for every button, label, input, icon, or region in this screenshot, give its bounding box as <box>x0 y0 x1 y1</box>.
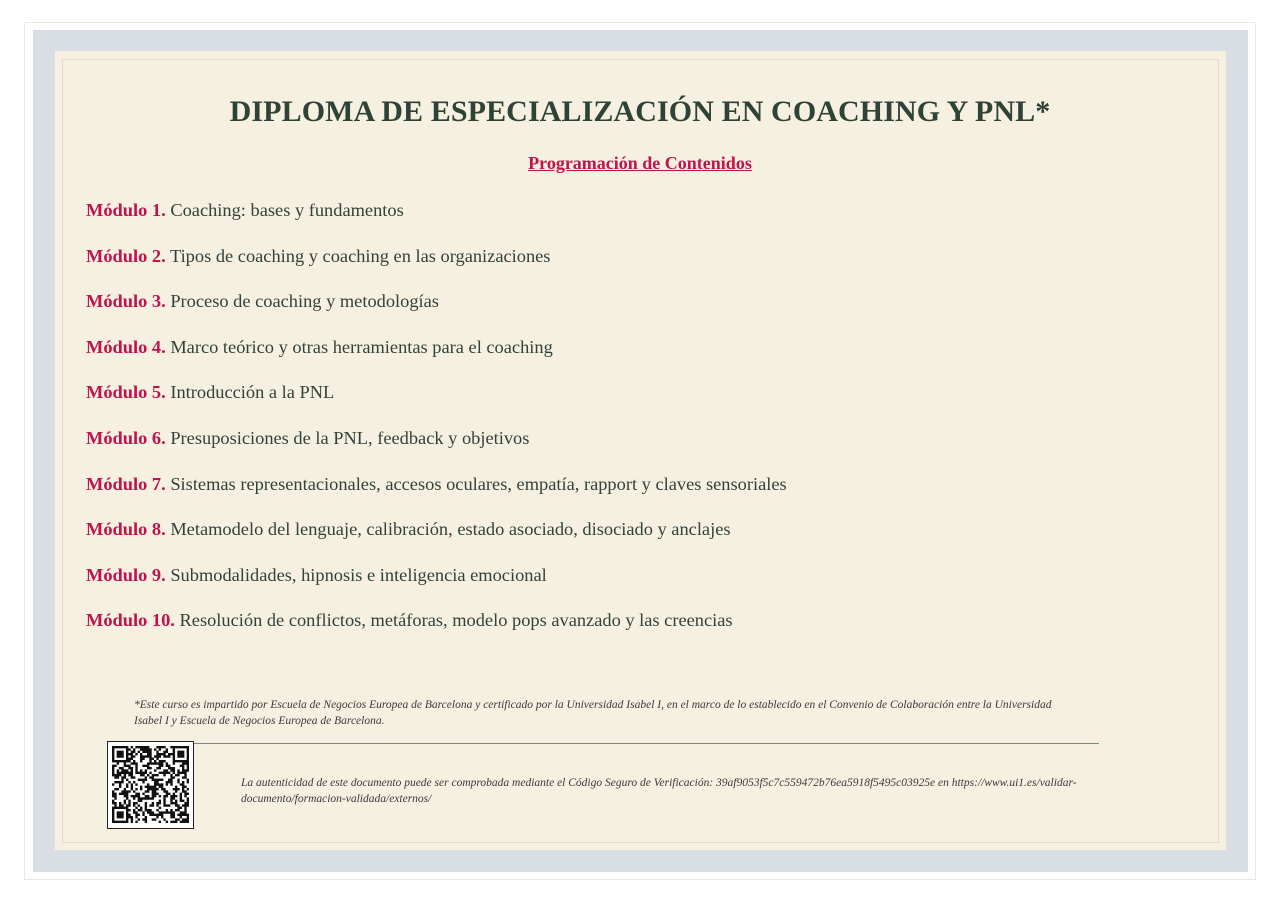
module-text: Coaching: bases y fundamentos <box>170 200 404 220</box>
module-text: Metamodelo del lenguaje, calibración, estado asociado, disociado y anclajes <box>170 519 731 540</box>
module-text: Marco teórico y otras herramientas para el coaching <box>170 336 553 357</box>
module-text: Resolución de conflictos, metáforas, modelo pops avanzado y las creencias <box>179 610 733 631</box>
module-label: Módulo 9. <box>86 564 166 585</box>
module-label: Módulo 4. <box>86 336 166 357</box>
module-item <box>86 244 787 290</box>
certification-footnote: *Este curso es impartido por Escuela de Negocios Europea de Barcelona y certificado por la Universidad Isabel I, en el marco de lo establecido en el Convenio de Colaboración entre la Universidad Isabel I y Escuela de Negocios Europea de Barcelona. <box>134 699 1052 727</box>
module-label: Módulo 8. <box>86 519 166 540</box>
module-item <box>86 335 787 381</box>
module-item <box>86 472 787 518</box>
module-item <box>86 517 787 563</box>
module-item <box>86 289 787 335</box>
module-text: Proceso de coaching y metodologías <box>170 291 439 312</box>
module-text: Presuposiciones de la PNL, feedback y objetivos <box>170 427 530 448</box>
contents-subtitle: Programación de Contenidos <box>528 153 752 173</box>
module-text: Submodalidades, hipnosis e inteligencia emocional <box>170 564 547 585</box>
module-item <box>86 608 787 654</box>
qr-code-graphic <box>112 746 189 824</box>
qr-code-modules <box>112 746 189 823</box>
module-item <box>86 198 787 244</box>
module-label: Módulo 1. <box>86 200 166 220</box>
module-text: Sistemas representacionales, accesos oculares, empatía, rapport y claves sensoriales <box>170 473 787 494</box>
module-label: Módulo 6. <box>86 427 166 448</box>
module-text: Introducción a la PNL <box>170 382 335 403</box>
footer-divider <box>193 743 1099 744</box>
qr-code-icon <box>107 741 194 829</box>
module-text: Tipos de coaching y coaching en las organizaciones <box>169 245 551 266</box>
module-item <box>86 426 787 472</box>
module-label: Módulo 5. <box>86 382 166 403</box>
module-label: Módulo 10. <box>86 610 175 631</box>
module-label: Módulo 2. <box>86 245 166 266</box>
module-label: Módulo 3. <box>86 291 166 312</box>
module-list <box>86 198 787 654</box>
module-item <box>86 380 787 426</box>
module-label: Módulo 7. <box>86 473 166 494</box>
verification-text: La autenticidad de este documento puede ser comprobada mediante el Código Seguro de Verificación: 39af9053f5c7c559472b76ea5918f5495c03925e en https://www.ui1.es/validar-documento/formacion-validada/externos/ <box>241 777 1077 805</box>
module-item <box>86 563 787 609</box>
diploma-title: DIPLOMA DE ESPECIALIZACIÓN EN COACHING Y PNL* <box>229 95 1051 128</box>
